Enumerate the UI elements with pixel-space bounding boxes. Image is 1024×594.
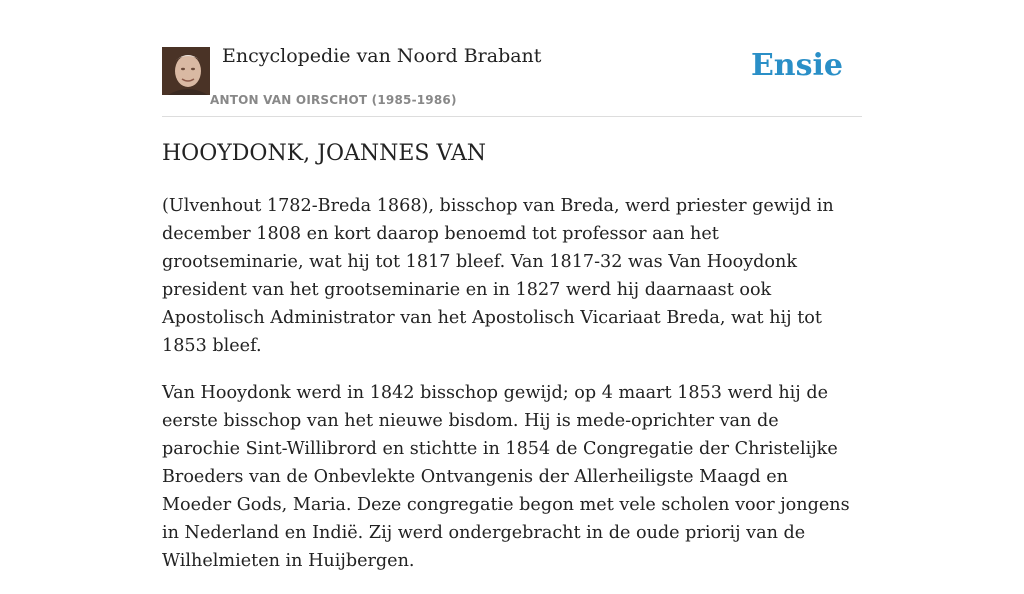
article-title: HOOYDONK, JOANNES VAN bbox=[162, 141, 487, 166]
publication-title[interactable]: Encyclopedie van Noord Brabant bbox=[222, 45, 542, 67]
paragraph: Van Hooydonk werd in 1842 bisschop gewijd; op 4 maart 1853 werd hij de eerste bisschop van het nieuwe bisdom. Hij is mede-oprichter van de parochie Sint-Willibrord en stichtte in 1854 de Congregatie der Christelijke Broeders van de Onbevlekte Ontvangenis der Allerheiligste Maagd en Moeder Gods, Maria. Deze congregatie begon met vele scholen voor jongens in Nederland en Indië. Zij werd ondergebracht in de oude priorij van de Wilhelmieten in Huijbergen. bbox=[162, 383, 850, 571]
paragraph: (Ulvenhout 1782-Breda 1868), bisschop van Breda, werd priester gewijd in december 1808 en kort daarop benoemd tot professor aan het grootseminarie, wat hij tot 1817 bleef. Van 1817-32 was Van Hooydonk president van het grootseminarie en in 1827 werd hij daarnaast ook Apostolisch Administrator van het Apostolisch Vicariaat Breda, wat hij tot 1853 bleef. bbox=[162, 196, 834, 356]
author-avatar[interactable] bbox=[162, 47, 210, 95]
ensie-logo[interactable]: Ensie bbox=[750, 48, 843, 83]
header bbox=[162, 44, 862, 117]
author-name[interactable]: ANTON VAN OIRSCHOT (1985-1986) bbox=[210, 93, 457, 107]
article-body bbox=[162, 192, 862, 594]
